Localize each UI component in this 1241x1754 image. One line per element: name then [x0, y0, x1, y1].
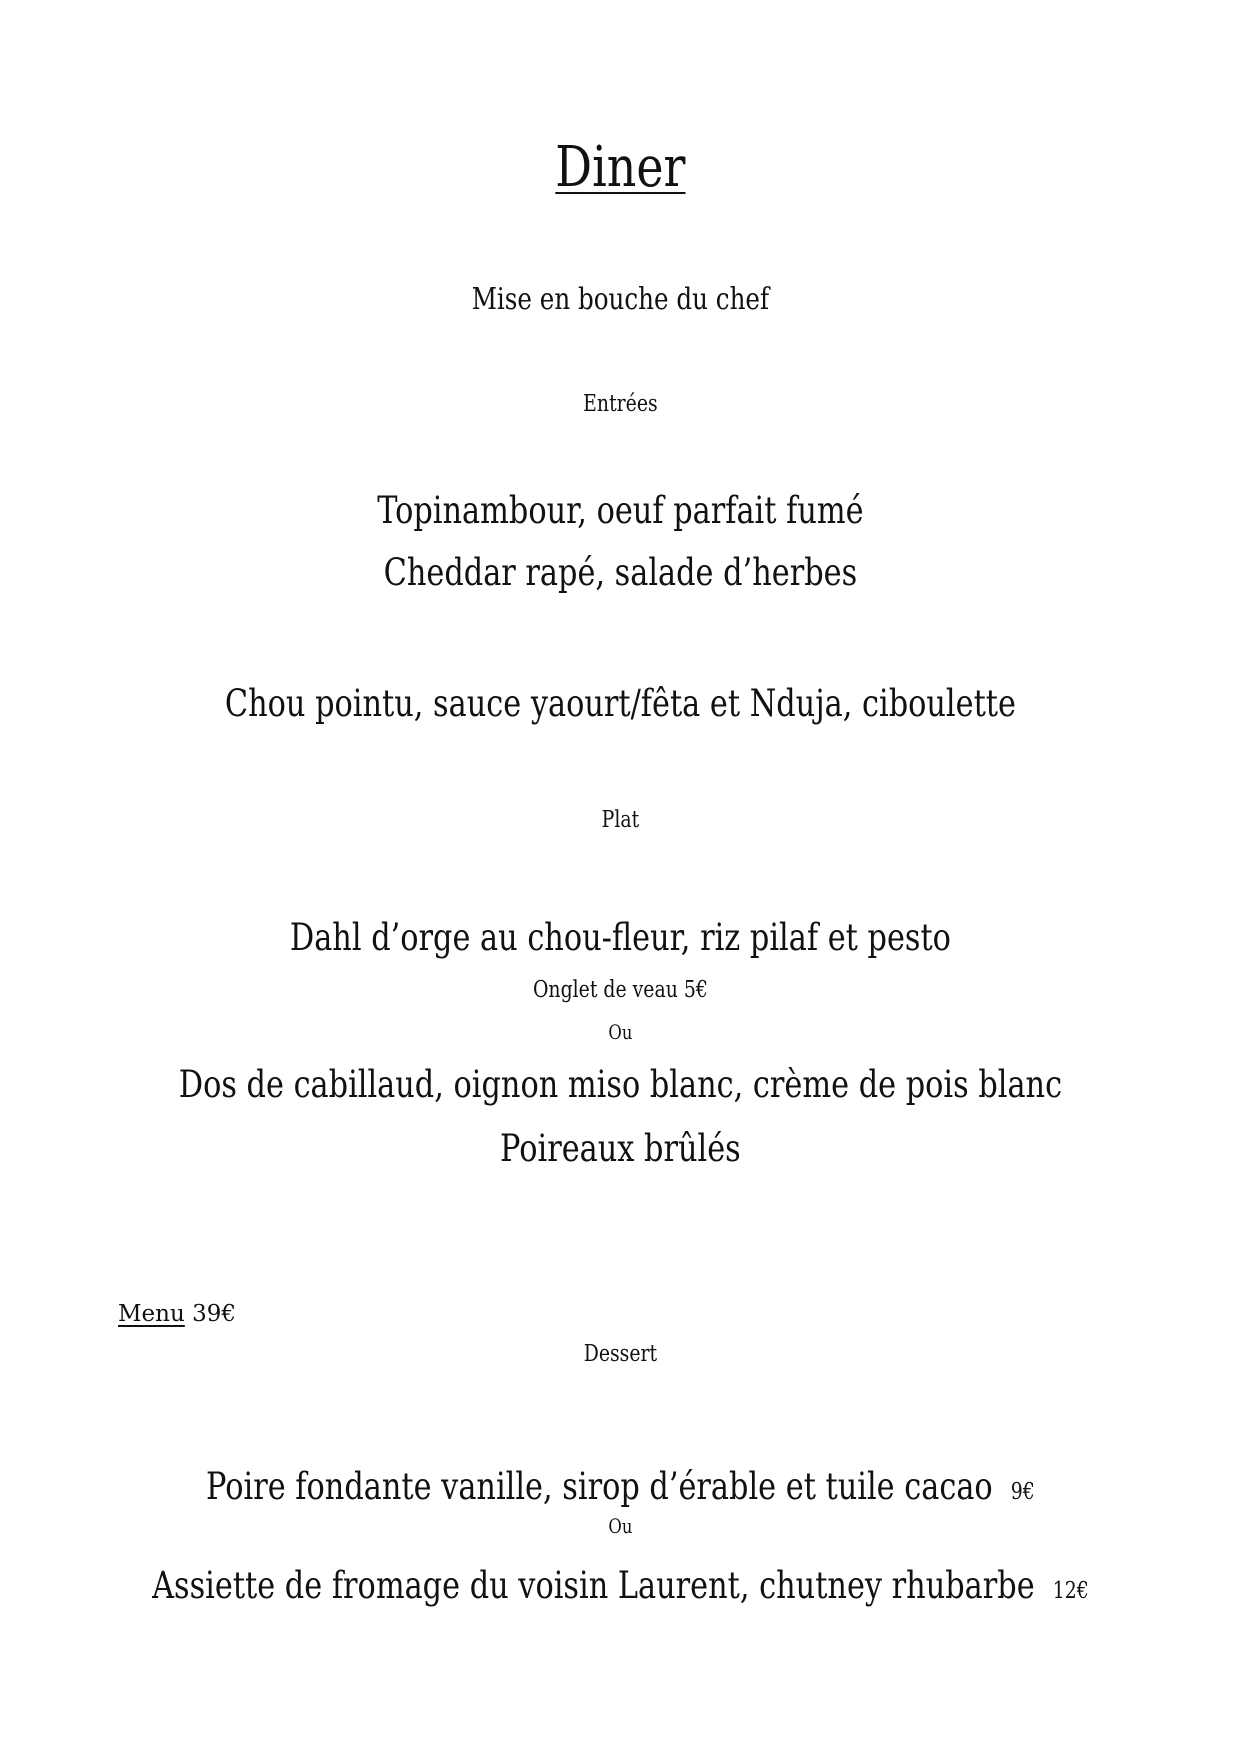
plat-or: Ou: [608, 1020, 633, 1044]
plat-2-line-1: Dos de cabillaud, oignon miso blanc, crème de pois blanc: [178, 1063, 1063, 1106]
dessert-or: Ou: [608, 1514, 633, 1538]
dessert-2-price: 12€: [1052, 1578, 1089, 1604]
entree-2: Chou pointu, sauce yaourt/fêta et Nduja, ciboulette: [224, 682, 1016, 725]
menu-price: [118, 1303, 236, 1326]
section-heading-entrees: Entrées: [583, 391, 658, 417]
entree-1-line-1: Topinambour, oeuf parfait fumé: [377, 489, 864, 532]
menu-label: Menu: [118, 1301, 185, 1327]
plat-supplement: Onglet de veau 5€: [532, 977, 708, 1003]
section-heading-plat: Plat: [601, 807, 640, 833]
entree-1-line-2: Cheddar rapé, salade d’herbes: [383, 551, 858, 594]
dessert-2-name: Assiette de fromage du voisin Laurent, chutney rhubarbe: [152, 1564, 1035, 1607]
menu-price-value: 39€: [192, 1301, 237, 1327]
page-title: Diner: [555, 135, 686, 200]
dessert-1-name: Poire fondante vanille, sirop d’érable et tuile cacao: [206, 1465, 993, 1508]
dessert-1: [112, 1465, 1130, 1508]
dessert-2: [112, 1564, 1130, 1607]
plat-1: Dahl d’orge au chou-fleur, riz pilaf et pesto: [289, 916, 951, 959]
section-heading-dessert: Dessert: [583, 1341, 658, 1367]
dessert-1-price: 9€: [1010, 1479, 1035, 1505]
plat-2-line-2: Poireaux brûlés: [500, 1127, 741, 1170]
amuse-bouche: Mise en bouche du chef: [471, 282, 770, 317]
